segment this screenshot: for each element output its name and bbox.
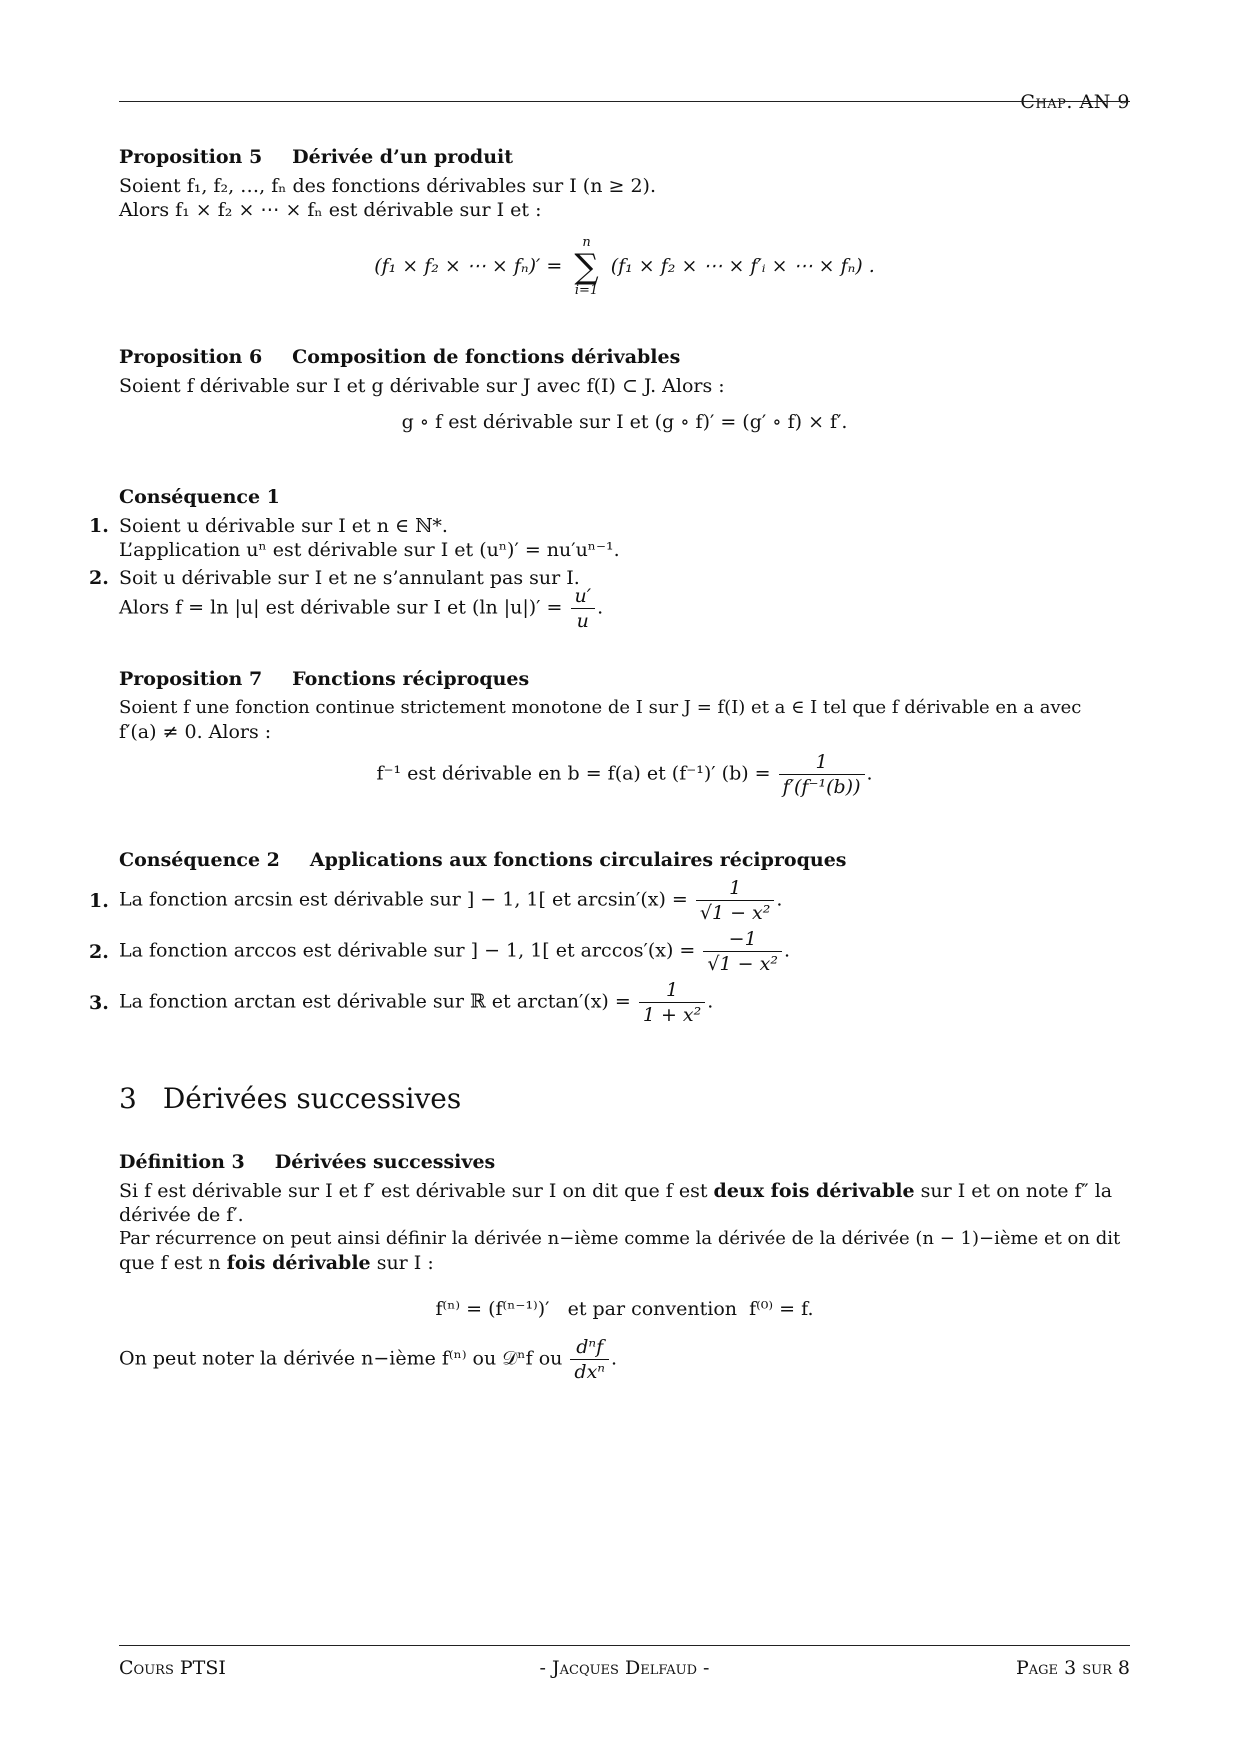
fraction-denominator: dxⁿ [574,1361,605,1383]
proposition-6-formula: g ∘ f est dérivable sur I et (g ∘ f)′ = (g′ ∘ f) × f′. [401,411,848,433]
proposition-5 [119,145,1130,298]
list-marker: 1. [89,890,109,912]
consequence-2-heading [119,848,1130,872]
item-3-content [119,978,1130,1027]
item-1-line-2: L’application uⁿ est dérivable sur I et (uⁿ)′ = nu′uⁿ⁻¹. [119,539,620,561]
proposition-7 [119,667,1130,799]
formula-right: (f₁ × f₂ × ⋯ × f′ᵢ × ⋯ × fₙ) . [610,255,875,277]
proposition-5-heading [119,145,1130,169]
fraction-arcsin [696,876,775,925]
item-2-end: . [597,596,604,619]
fraction-denominator: 1 + x² [642,1004,702,1026]
definition-3-number: Définition 3 [119,1151,245,1173]
item-2-text: Alors f = ln |u| est dérivable sur I et (ln |u|)′ = [119,596,563,619]
item-1-end: . [776,888,783,911]
item-3-end: . [707,990,714,1013]
proposition-7-title: Fonctions réciproques [292,668,530,690]
section-3-heading [119,1082,1130,1116]
fraction-denominator: f′(f⁻¹(b)) [782,776,861,798]
sum-lower-bound: i=1 [574,283,599,298]
note-text: On peut noter la dérivée n−ième f⁽ⁿ⁾ ou 𝒟ⁿf ou [119,1347,563,1370]
fraction-numerator: u′ [571,584,596,609]
list-marker: 2. [89,567,109,589]
item-1-line-1: Soient u dérivable sur I et n ∈ ℕ*. [119,515,448,537]
sum-upper-bound: n [582,235,591,250]
consequence-1-item-2 [89,566,1130,633]
definition-3-p2-line-2 [119,1251,1130,1275]
formula-end: . [866,762,873,785]
note-end: . [611,1347,618,1370]
page [89,0,1130,1754]
consequence-1-heading: Conséquence 1 [119,486,280,508]
definition-3 [119,1150,1130,1384]
list-marker: 1. [89,515,109,537]
fraction-numerator: 1 [779,750,865,775]
proposition-5-line-2: Alors f₁ × f₂ × ⋯ × fₙ est dérivable sur I et : [119,199,542,221]
definition-3-heading [119,1150,1130,1174]
fraction-numerator: −1 [703,927,782,952]
definition-3-p1-line-1 [119,1179,1130,1203]
consequence-2-item-1 [89,876,1130,925]
definition-3-title: Dérivées successives [274,1151,496,1173]
proposition-7-line-1: Soient f une fonction continue strictement monotone de I sur J = f(I) et a ∈ I tel que f dérivable en a avec [119,697,1082,718]
footer-page-number: Page 3 sur 8 [1016,1657,1130,1679]
proposition-5-formula [119,236,1130,298]
item-2-line-2 [119,584,1130,633]
summation-symbol [574,236,598,298]
definition-3-p1-line-2: dérivée de f′. [119,1204,244,1226]
item-2-content [119,927,1130,976]
consequence-2-item-2 [89,927,1130,976]
fraction-numerator: 1 [696,876,775,901]
proposition-6 [119,345,1130,434]
footer-rule [119,1645,1130,1646]
consequence-1 [89,485,1130,633]
formula-left: f⁻¹ est dérivable en b = f(a) et (f⁻¹)′ (b) = [376,762,771,785]
header-rule [119,101,1130,102]
running-header: Chap. AN 9 [1020,91,1130,113]
proposition-5-line-1: Soient f₁, f₂, …, fₙ des fonctions dérivables sur I (n ≥ 2). [119,175,656,197]
proposition-5-title: Dérivée d’un produit [292,146,514,168]
fraction-arctan [639,978,705,1027]
item-2-line-1: Soit u dérivable sur I et ne s’annulant pas sur I. [119,567,580,589]
item-1-text: La fonction arcsin est dérivable sur ] − 1, 1[ et arcsin′(x) = [119,888,688,911]
fraction-denominator: √1 − x² [699,902,771,924]
p2-bold: fois dérivable [226,1252,371,1274]
item-3-text: La fonction arctan est dérivable sur ℝ et arctan′(x) = [119,990,631,1013]
fraction-arccos [703,927,782,976]
proposition-6-title: Composition de fonctions dérivables [292,346,681,368]
fraction-numerator: 1 [639,978,705,1003]
item-2-text: La fonction arccos est dérivable sur ] − 1, 1[ et arccos′(x) = [119,939,696,962]
sigma-icon: ∑ [574,247,599,287]
p1-bold: deux fois dérivable [713,1180,915,1202]
list-marker: 3. [89,992,109,1014]
consequence-2-item-3 [89,978,1130,1027]
proposition-6-number: Proposition 6 [119,346,263,368]
proposition-6-heading [119,345,1130,369]
definition-3-formula: f⁽ⁿ⁾ = (f⁽ⁿ⁻¹⁾)′ et par convention f⁽⁰⁾ = f. [435,1298,814,1320]
item-2-end: . [783,939,790,962]
footer-left: Cours PTSI [119,1657,226,1679]
fraction-leibniz-notation [570,1335,609,1384]
p2-text-a: que f est n [119,1252,221,1274]
fraction-denominator: u [576,610,589,632]
p2-text-b: sur I : [376,1252,434,1274]
formula-left: (f₁ × f₂ × ⋯ × fₙ)′ = [374,255,563,277]
consequence-2-title: Applications aux fonctions circulaires réciproques [309,849,847,871]
fraction-numerator: dⁿf [570,1335,609,1360]
section-3-number: 3 [119,1082,137,1115]
p1-text-a: Si f est dérivable sur I et f′ est dérivable sur I on dit que f est [119,1180,708,1202]
consequence-1-item-1 [89,514,1130,562]
consequence-2 [89,848,1130,1027]
proposition-6-line-1: Soient f dérivable sur I et g dérivable sur J avec f(I) ⊂ J. Alors : [119,375,725,397]
fraction-inverse-derivative [779,750,865,799]
proposition-7-heading [119,667,1130,691]
p1-text-b: sur I et on note f″ la [920,1180,1113,1202]
footer-center: - Jacques Delfaud - [539,1657,710,1679]
proposition-5-number: Proposition 5 [119,146,263,168]
consequence-2-number: Conséquence 2 [119,849,280,871]
proposition-7-line-2: f′(a) ≠ 0. Alors : [119,721,272,743]
fraction-denominator: √1 − x² [707,953,778,975]
definition-3-p2-line-1: Par récurrence on peut ainsi définir la dérivée n−ième comme la dérivée de la dérivée (n − 1)−ième et on dit [119,1228,1121,1249]
proposition-7-formula [119,750,1130,799]
item-1-content [119,876,1130,925]
section-3-title: Dérivées successives [162,1082,462,1115]
proposition-7-number: Proposition 7 [119,668,263,690]
list-marker: 2. [89,941,109,963]
definition-3-note [119,1335,1130,1384]
fraction-u-prime-over-u [571,584,596,633]
